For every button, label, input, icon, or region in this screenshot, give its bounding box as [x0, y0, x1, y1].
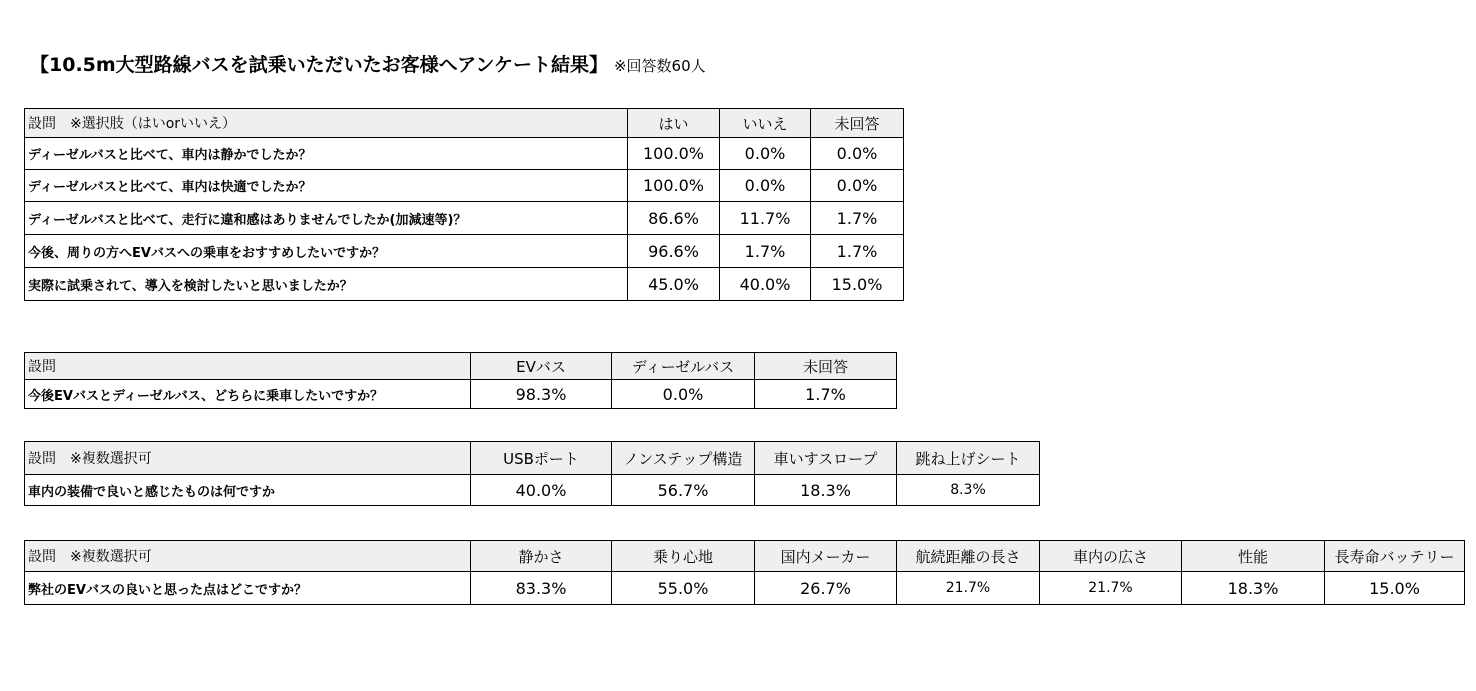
no-answer-value: 0.0% — [811, 138, 904, 170]
no-answer-value: 1.7% — [811, 235, 904, 268]
survey-table-yes-no — [24, 108, 904, 301]
header-long-life-battery: 長寿命バッテリー — [1325, 541, 1465, 572]
header-performance: 性能 — [1182, 541, 1325, 572]
header-flip-up-seat: 跳ね上げシート — [897, 442, 1040, 475]
header-non-step: ノンステップ構造 — [612, 442, 755, 475]
header-no-answer: 未回答 — [811, 109, 904, 138]
usb-port-value: 40.0% — [471, 475, 612, 506]
header-question: 設問 — [25, 353, 471, 380]
header-cruising-range: 航続距離の長さ — [897, 541, 1040, 572]
performance-value: 18.3% — [1182, 572, 1325, 605]
no-answer-value: 1.7% — [811, 202, 904, 235]
table-row — [25, 138, 904, 170]
yes-value: 96.6% — [628, 235, 720, 268]
header-no-answer: 未回答 — [755, 353, 897, 380]
header-quietness: 静かさ — [471, 541, 612, 572]
table-header-row — [25, 541, 1465, 572]
question-text: ディーゼルバスと比べて、車内は快適でしたか？ — [25, 170, 628, 202]
no-answer-value: 0.0% — [811, 170, 904, 202]
diesel-bus-value: 0.0% — [612, 380, 755, 409]
title-main: 【10.5m大型路線バスを試乗いただいたお客様へアンケート結果】 — [30, 54, 608, 76]
header-usb-port: USBポート — [471, 442, 612, 475]
no-value: 11.7% — [720, 202, 811, 235]
question-text: 今後EVバスとディーゼルバス、どちらに乗車したいですか？ — [25, 380, 471, 409]
yes-value: 86.6% — [628, 202, 720, 235]
header-ev-bus: EVバス — [471, 353, 612, 380]
interior-space-value: 21.7% — [1040, 572, 1182, 605]
yes-value: 45.0% — [628, 268, 720, 301]
domestic-maker-value: 26.7% — [755, 572, 897, 605]
header-question: 設問 ※複数選択可 — [25, 442, 471, 475]
ride-comfort-value: 55.0% — [612, 572, 755, 605]
respondent-count-note: ※回答数60人 — [613, 57, 706, 75]
no-answer-value: 15.0% — [811, 268, 904, 301]
table-row — [25, 572, 1465, 605]
table-header-row — [25, 353, 897, 380]
table-header-row — [25, 442, 1040, 475]
header-domestic-maker: 国内メーカー — [755, 541, 897, 572]
question-text: 車内の装備で良いと感じたものは何ですか — [25, 475, 471, 506]
wheelchair-slope-value: 18.3% — [755, 475, 897, 506]
no-value: 0.0% — [720, 138, 811, 170]
survey-table-bus-preference — [24, 352, 897, 409]
question-text: 弊社のEVバスの良いと思った点はどこですか？ — [25, 572, 471, 605]
flip-up-seat-value: 8.3% — [897, 475, 1040, 506]
header-no: いいえ — [720, 109, 811, 138]
table-row — [25, 235, 904, 268]
table-row — [25, 268, 904, 301]
table-row — [25, 475, 1040, 506]
header-ride-comfort: 乗り心地 — [612, 541, 755, 572]
no-value: 40.0% — [720, 268, 811, 301]
header-question: 設問 ※複数選択可 — [25, 541, 471, 572]
header-wheelchair-slope: 車いすスロープ — [755, 442, 897, 475]
question-text: 実際に試乗されて、導入を検討したいと思いましたか？ — [25, 268, 628, 301]
yes-value: 100.0% — [628, 138, 720, 170]
header-diesel-bus: ディーゼルバス — [612, 353, 755, 380]
no-answer-value: 1.7% — [755, 380, 897, 409]
header-question: 設問 ※選択肢（はいorいいえ） — [25, 109, 628, 138]
quietness-value: 83.3% — [471, 572, 612, 605]
cruising-range-value: 21.7% — [897, 572, 1040, 605]
header-interior-space: 車内の広さ — [1040, 541, 1182, 572]
no-value: 0.0% — [720, 170, 811, 202]
question-text: ディーゼルバスと比べて、車内は静かでしたか？ — [25, 138, 628, 170]
question-text: ディーゼルバスと比べて、走行に違和感はありませんでしたか(加減速等)？ — [25, 202, 628, 235]
page-title — [30, 50, 706, 77]
table-row — [25, 170, 904, 202]
header-yes: はい — [628, 109, 720, 138]
table-header-row — [25, 109, 904, 138]
question-text: 今後、周りの方へEVバスへの乗車をおすすめしたいですか？ — [25, 235, 628, 268]
survey-table-equipment — [24, 441, 1040, 506]
table-row — [25, 202, 904, 235]
yes-value: 100.0% — [628, 170, 720, 202]
table-row — [25, 380, 897, 409]
no-value: 1.7% — [720, 235, 811, 268]
non-step-value: 56.7% — [612, 475, 755, 506]
ev-bus-value: 98.3% — [471, 380, 612, 409]
long-life-battery-value: 15.0% — [1325, 572, 1465, 605]
survey-table-good-points — [24, 540, 1465, 605]
